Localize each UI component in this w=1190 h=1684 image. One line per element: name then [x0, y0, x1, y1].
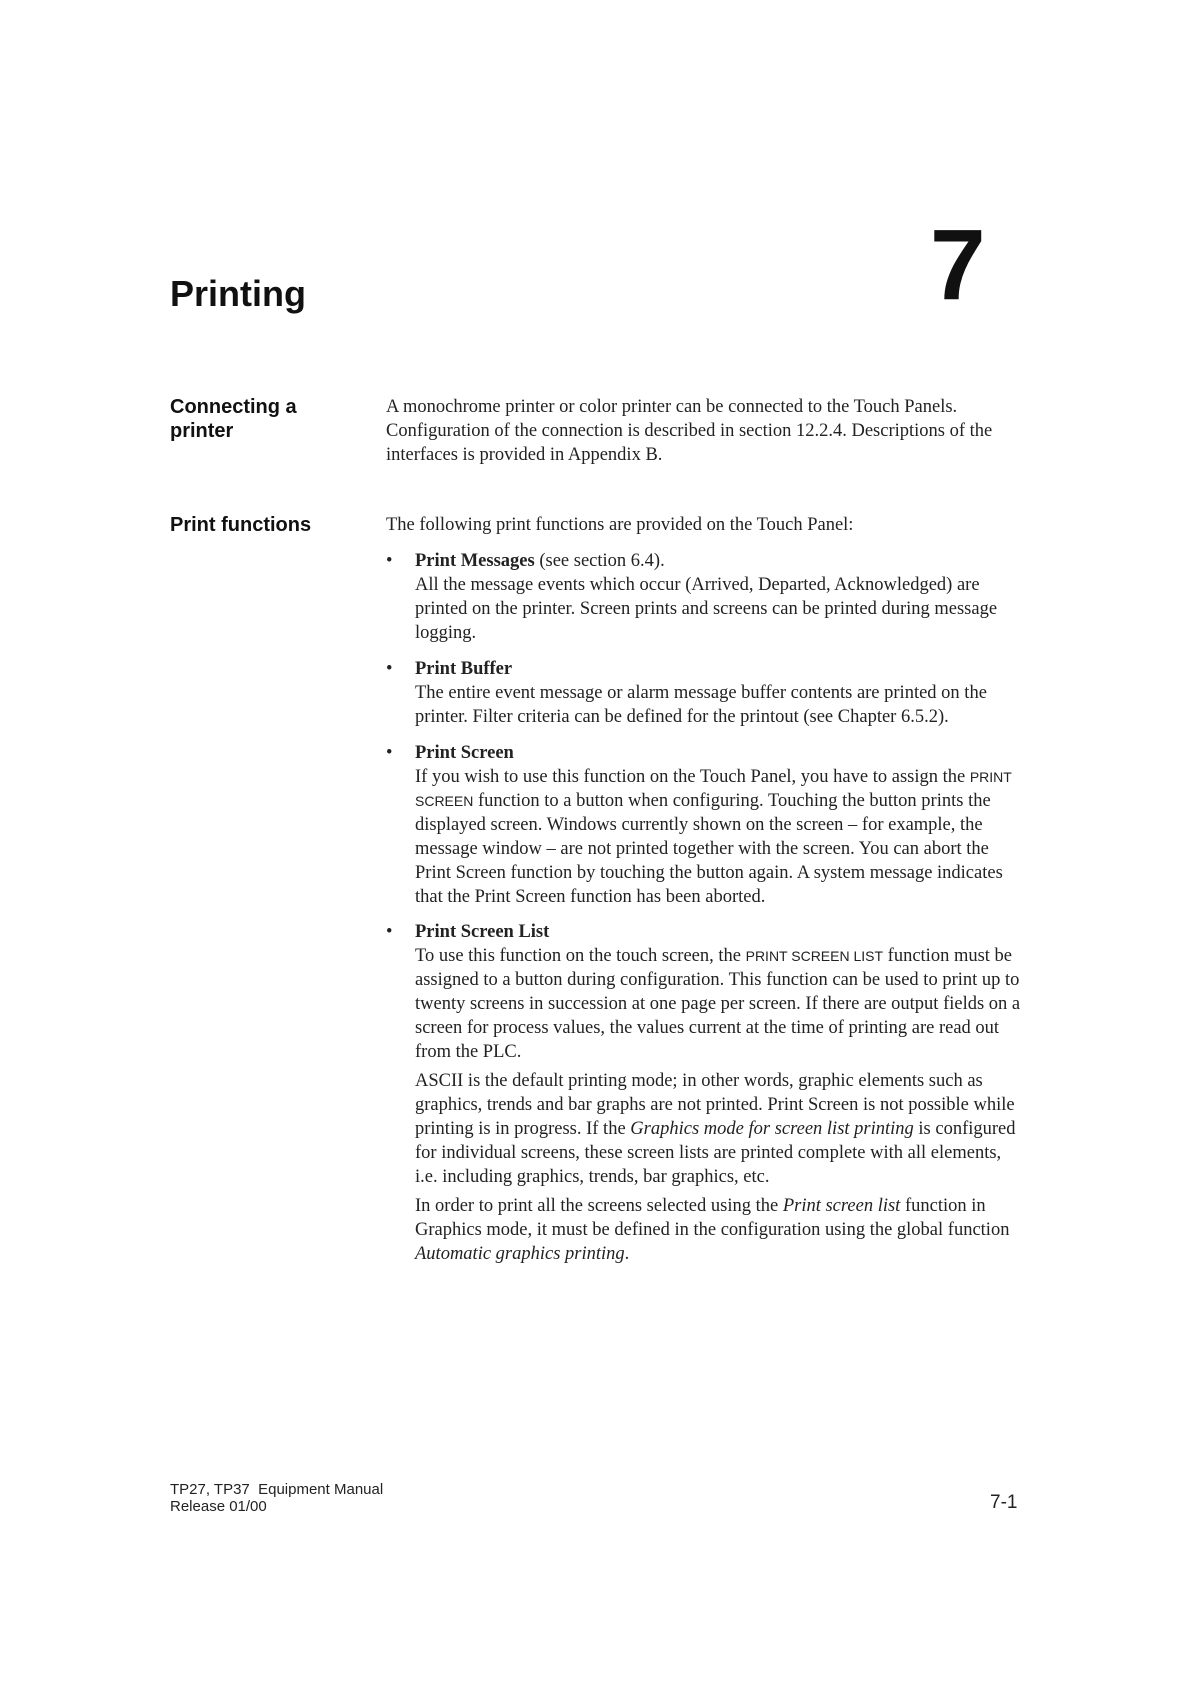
item-text-italic: Automatic graphics printing [415, 1244, 625, 1264]
item-text-part: function to a button when configuring. Touching the button prints the displayed screen. Windows currently shown on the screen – for example, the message window – are not printed together with the screen. You can abort the Print Screen function by touching the button again. A system message indicates that the Print Screen function has been aborted. [415, 791, 1003, 907]
connecting-paragraph [386, 395, 1022, 467]
item-paragraph [415, 1194, 1022, 1266]
item-title: Print Screen [415, 743, 514, 763]
function-name: PRINT SCREEN [415, 769, 1012, 809]
item-paragraph [415, 1069, 1022, 1189]
footer-manual-info [170, 1481, 383, 1515]
section-label-connecting [170, 395, 370, 443]
bullet-icon: • [386, 743, 393, 763]
item-text-part: In order to print all the screens selected using the [415, 1196, 783, 1216]
bullet-icon: • [386, 922, 393, 942]
connecting-text: A monochrome printer or color printer can be connected to the Touch Panels. Configuration of the connection is described in section 12.2.4. Descriptions of the interfaces is provided in Appendix B. [386, 397, 993, 465]
functions-intro-text: The following print functions are provided on the Touch Panel: [386, 515, 854, 535]
item-text [415, 765, 1022, 909]
section-label-line: printer [170, 420, 234, 442]
item-title: Print Screen List [415, 922, 550, 942]
functions-intro [386, 513, 1022, 537]
bullet-icon: • [386, 551, 393, 571]
list-item-print-buffer [386, 657, 1022, 729]
chapter-number: 7 [930, 209, 986, 321]
item-text-italic: Graphics mode for screen list printing [630, 1119, 914, 1139]
item-text-part: To use this function on the touch screen, the [415, 946, 746, 966]
item-text-part: ASCII is the default printing mode; in other words, graphic elements such as graphics, trends and bar graphs are not printed. Print Screen is not possible while printing is in progress. If the [415, 1071, 1015, 1139]
list-item-print-screen-list [386, 920, 1022, 1266]
item-title: Print Messages [415, 551, 535, 571]
item-text: The entire event message or alarm message buffer contents are printed on the printer. Filter criteria can be defined for the printout (see Chapter 6.5.2). [415, 683, 987, 727]
chapter-title: Printing [170, 273, 306, 314]
item-text-part: If you wish to use this function on the Touch Panel, you have to assign the [415, 767, 970, 787]
item-text-part: . [624, 1244, 630, 1264]
item-text-part: function must be assigned to a button during configuration. This function can be used to print up to twenty screens in succession at one page per screen. If there are output fields on a screen for process values, the values current at the time of printing are read out from the PLC. [415, 946, 1021, 1062]
function-name: PRINT SCREEN LIST [745, 948, 884, 964]
item-title: Print Buffer [415, 659, 513, 679]
item-text-italic: Print screen list [782, 1196, 901, 1216]
page-number: 7-1 [990, 1492, 1018, 1513]
footer-release: Release 01/00 [170, 1498, 267, 1515]
item-text [415, 944, 1022, 1064]
bullet-icon: • [386, 659, 393, 679]
item-title-suffix: (see section 6.4). [534, 551, 665, 571]
section-label-functions: Print functions [170, 514, 312, 536]
section-label-line: Connecting a [170, 396, 297, 418]
item-text-part: function in Graphics mode, it must be defined in the configuration using the global function [415, 1196, 1010, 1240]
item-text-part: is configured for individual screens, these screen lists are printed complete with all elements, i.e. including graphics, trends, bar graphics, etc. [415, 1119, 1016, 1187]
item-text: All the message events which occur (Arrived, Departed, Acknowledged) are printed on the printer. Screen prints and screens can be printed during message logging. [415, 575, 998, 643]
footer-manual-title: TP27, TP37 Equipment Manual [170, 1481, 384, 1498]
list-item-print-screen [386, 741, 1022, 909]
list-item-print-messages [386, 549, 1022, 645]
